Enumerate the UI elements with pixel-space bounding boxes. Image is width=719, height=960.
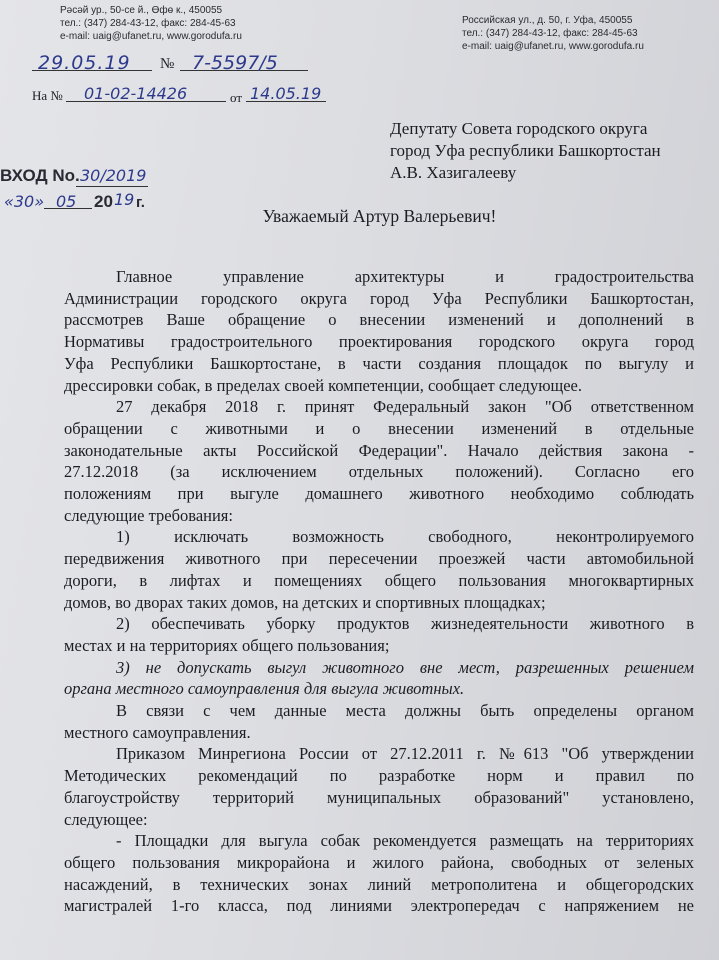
registration-block	[32, 52, 322, 114]
header-left-email: e-mail: uaig@ufanet.ru, www.gorodufa.ru	[60, 31, 242, 42]
header-left-address: Рәсәй ур., 50-се й., Өфө к., 450055	[60, 5, 223, 16]
body-line: дороги, в лифтах и помещениях общего пользования многоквартирных	[64, 570, 694, 590]
reply-date-label: от	[230, 90, 243, 105]
stamp-year-unit: г.	[136, 194, 145, 211]
body-line: - Площадки для выгула собак рекомендуется размещать на территориях	[116, 831, 694, 851]
header-right	[462, 14, 644, 53]
body-line: законодательные акты Российской Федерации". Начало действия закона -	[64, 440, 694, 460]
body-line: Приказом Минрегиона России от 27.12.2011 г. №613 "Об утверждении	[116, 744, 694, 764]
stamp-day: «30»	[4, 192, 45, 211]
body-line: домов, во дворах таких домов, на детских и спортивных площадках;	[64, 592, 546, 612]
registration-number: 7-5597/5	[192, 52, 278, 74]
body-line: Главное управление архитектуры и градостроительства	[116, 267, 694, 286]
body-line: магистралей 1-го класса, под линиями электропередач с напряжением не	[64, 896, 694, 916]
body-line: Нормативы градостроительного проектирования городского округа город	[64, 332, 694, 352]
reply-date: 14.05.19	[250, 84, 322, 103]
body-line: дрессировки собак, в пределах своей компетенции, сообщает следующее.	[64, 375, 582, 395]
body-line: насаждений, в технических зонах линий метрополитена и общегородских	[64, 874, 694, 894]
stamp-label: ВХОД No.	[0, 166, 80, 185]
body-line: 1) исключать возможность свободного, неконтролируемого	[116, 527, 694, 547]
body-line: положениям при выгуле домашнего животного необходимо соблюдать	[64, 484, 694, 504]
body-line: органа местного самоуправления для выгула животных.	[64, 679, 465, 699]
addressee-line: город Уфа республики Башкортостан	[390, 141, 661, 160]
stamp-year-suffix: 19	[114, 190, 135, 209]
body-line: местного самоуправления.	[64, 722, 251, 742]
body-line: рассмотрев Ваше обращение о внесении изменений и дополнений в	[64, 310, 694, 330]
body-line: 2) обеспечивать уборку продуктов жизнедеятельности животного в	[116, 614, 694, 634]
header-left-phone: тел.: (347) 284-43-12, факс: 284-45-63	[60, 18, 236, 29]
stamp-number: 30/2019	[80, 166, 147, 185]
body-line: передвижения животного при пересечении проезжей части автомобильной	[64, 549, 694, 569]
body-line: следующие требования:	[64, 505, 233, 525]
stamp-year-prefix: 20	[94, 192, 113, 211]
body-line: В связи с чем данные места должны быть определены органом	[116, 701, 694, 721]
header-right-email: e-mail: uaig@ufanet.ru, www.gorodufa.ru	[462, 41, 644, 52]
body-line: Методических рекомендаций по разработке норм и правил по	[64, 766, 694, 786]
body-line: местах и на территориях общего пользования;	[64, 635, 390, 655]
stamp-month: 05	[56, 192, 77, 211]
body-line: следующее:	[64, 809, 148, 829]
body-line: обращении с животными и о внесении изменений в отдельные	[64, 418, 694, 438]
letter-body	[64, 266, 694, 917]
body-line: 3) не допускать выгул животного вне мест, разрешенных решением	[116, 657, 694, 677]
addressee-line: Депутату Совета городского округа	[390, 119, 648, 138]
body-line: благоустройству территорий муниципальных образований" установлено,	[64, 787, 694, 807]
addressee	[390, 118, 661, 184]
header-right-phone: тел.: (347) 284-43-12, факс: 284-45-63	[462, 28, 638, 39]
registration-number-label: №	[160, 56, 175, 72]
body-line: 27 декабря 2018 г. принят Федеральный закон "Об ответственном	[116, 397, 694, 417]
salutation: Уважаемый Артур Валерьевич!	[262, 206, 497, 226]
header-left	[60, 4, 242, 43]
reply-number: 01-02-14426	[84, 84, 188, 103]
body-line: Администрации городского округа город Уфа Республики Башкортостан,	[64, 288, 694, 308]
addressee-line: А.В. Хазигалееву	[390, 163, 517, 182]
registration-date: 29.05.19	[38, 52, 131, 74]
body-line: 27.12.2018 (за исключением отдельных положений). Согласно его	[64, 462, 694, 482]
reply-number-label: На №	[32, 88, 63, 103]
body-line: Уфа Республики Башкортостане, в части создания площадок по выгулу и	[64, 353, 694, 373]
header-right-address: Российская ул., д. 50, г. Уфа, 450055	[462, 15, 633, 26]
body-line: общего пользования микрорайона и жилого района, свободных от зеленых	[64, 852, 694, 872]
